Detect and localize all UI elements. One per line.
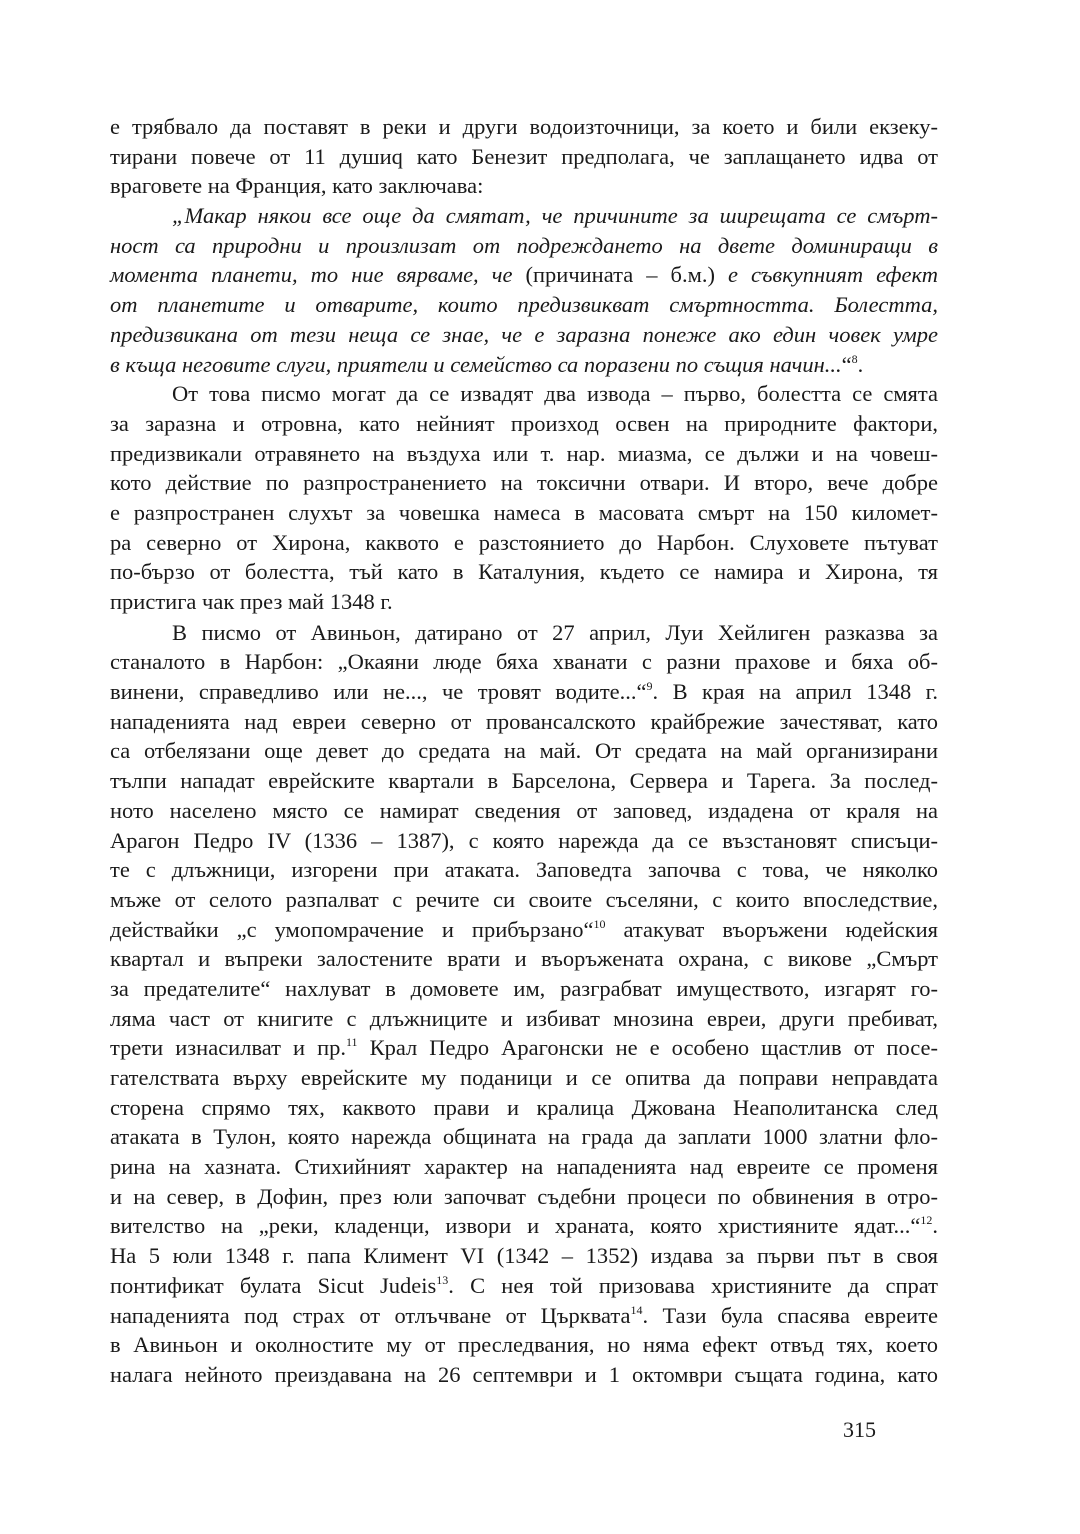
text-line [110,1152,938,1182]
text-segment: в Авиньон и околностите му от преследвания, но няма ефект отвъд тях, което [110,1332,938,1358]
text-segment: тирани повече от 11 душиq като Бенезит предполага, че заплащането идва от [110,143,938,169]
text-line [110,1271,938,1301]
text-line [110,647,938,677]
text-segment: нападенията над евреи северно от провансалското крайбрежие зачестяват, като [110,708,938,734]
text-line [110,1241,938,1271]
text-line [110,498,938,528]
text-segment: От това писмо могат да се извадят два извода – първо, болестта се смята [172,381,938,407]
text-line [110,231,938,261]
text-segment: атакуват въоръжени юдейския [605,916,938,942]
footnote-ref: 11 [346,1035,358,1050]
text-line [110,677,938,707]
text-segment: винени, справедливо или не..., че тровят водите...“ [110,679,647,705]
text-segment: В писмо от Авиньон, датирано от 27 април, Луи Хейлиген разказва за [172,619,938,645]
text-line [110,1033,938,1063]
text-line [110,201,938,231]
text-segment: понтификат булата Sicut Judeis [110,1272,437,1298]
text-line [110,557,938,587]
text-segment: . В края на април 1348 г. [652,679,938,705]
text-segment: станалото в Нарбон: „Окаяни люде бяха хванати с разни прахове и бяха об- [110,649,938,675]
text-line [110,439,938,469]
footnote-ref: 14 [630,1302,643,1317]
text-line [110,766,938,796]
text-line [110,1004,938,1034]
text-segment: гателствата върху еврейските му поданици и се опитва да поправи неправдата [110,1065,938,1090]
text-segment: и на север, в Дофин, през юли започват съдебни процеси по обвинения в отро- [110,1183,938,1209]
text-line [110,1182,938,1212]
text-line [110,736,938,766]
text-segment: за заразна и отровна, като нейният произход освен на природните фактори, [110,410,938,436]
text-segment: сторена спрямо тях, каквото прави и кралица Джована Неаполитанска след [110,1094,938,1120]
text-segment: от планетите и отварите, които предизвикват смъртността. Болестта, [110,292,938,318]
text-line [110,944,938,974]
text-line [110,260,938,290]
text-line [110,409,938,439]
text-line [110,796,938,826]
text-line [110,1063,938,1093]
text-segment: „Макар някои все още да смятат, че причините за ширещата се смърт- [172,203,938,229]
text-segment: предизвикана от тези неща се знае, че е заразна понеже ако един човек умре [110,321,938,347]
text-line [110,320,938,350]
footnote-ref: 10 [593,916,606,931]
text-segment: (причината – б.м.) [512,262,729,288]
text-line [110,1211,938,1241]
text-segment: ра северно от Хирона, каквото е разстоянието до Нарбон. Слуховете пътуват [110,529,938,555]
footnote-ref: 9 [646,679,653,694]
document-body [110,112,938,1390]
text-segment: вителство на „реки, кладенци, извори и храната, която християните ядат...“ [110,1213,921,1239]
text-segment: тълпи нападат еврейските квартали в Барселона, Сервера и Тарега. За послед- [110,768,938,794]
text-segment: ляма част от книгите с длъжниците и избиват мнозина евреи, други пребиват, [110,1005,938,1031]
text-line [110,618,938,648]
text-segment: Крал Педро Арагонски не е особено щастлив от посе- [357,1035,938,1061]
text-line [110,915,938,945]
text-segment: нападенията под страх от отлъчване от Църквата [110,1302,631,1328]
text-segment: “ [841,351,852,377]
text-line [110,112,938,142]
text-line [110,1122,938,1152]
text-line [110,587,938,617]
text-line [110,855,938,885]
text-segment: предизвикали отравянето на въздуха или т. нар. миазма, се дължи и на човеш- [110,440,938,466]
footnote-ref: 12 [920,1213,933,1228]
text-segment: . [857,351,864,377]
text-segment: трети изнасилват и пр. [110,1035,346,1061]
text-segment: по-бързо от болестта, тъй като в Каталуния, където се намира и Хирона, тя [110,559,938,585]
text-segment: . Тази була спасява евреите [642,1302,938,1328]
text-segment: квартал и въпреки залостените врати и въоръжената охрана, с викове „Смърт [110,946,938,972]
text-segment: На 5 юли 1348 г. папа Климент VI (1342 – 1352) издава за първи път в своя [110,1243,938,1269]
text-segment: са отбелязани още девет до средата на май. От средата на май организирани [110,738,938,764]
text-segment: ното населено място се намират сведения от заповед, издадена от краля на [110,797,938,823]
text-line [110,528,938,558]
text-line [110,974,938,1004]
text-line [110,1301,938,1331]
page-number: 315 [843,1417,876,1442]
text-line [110,171,938,201]
text-segment: е трябвало да поставят в реки и други водоизточници, за което и били екзеку- [110,114,938,139]
text-line [110,826,938,856]
text-segment: действайки „с умопомрачение и прибързано“ [110,916,594,942]
footnote-ref: 13 [436,1272,449,1287]
text-segment: момента планети, то ние вярваме, че [110,262,513,288]
text-segment: е съвкупният ефект [728,262,938,288]
text-segment: враговете на Франция, като заключава: [110,173,484,199]
text-line [110,468,938,498]
text-segment: пристига чак през май 1348 г. [110,589,393,614]
text-segment: те с длъжници, изгорени при атаката. Заповедта започва с това, че няколко [110,857,938,883]
text-line [110,290,938,320]
text-line [110,379,938,409]
text-segment: ност са природни и произлизат от подреждането на двете доминиращи в [110,232,938,258]
text-segment: кото действие по разпространението на токсични отвари. И второ, вече добре [110,470,938,496]
text-line [110,1360,938,1390]
text-line [110,1330,938,1360]
text-segment: налага нейното преиздавана на 26 септември и 1 октомври същата година, като [110,1361,938,1387]
text-segment: за предателите“ нахлуват в домовете им, разграбват имуществото, изгарят го- [110,975,938,1001]
text-segment: . С нея той призовава християните да спрат [448,1272,939,1298]
text-line [110,885,938,915]
text-line [110,1093,938,1123]
text-segment: рина на хазната. Стихийният характер на нападенията над евреите се променя [110,1154,938,1180]
text-segment: е разпространен слухът за човешка намеса в масовата смърт на 150 километ- [110,499,938,525]
text-segment: Арагон Педро IV (1336 – 1387), с която нарежда да се възстановят списъци- [110,827,938,853]
text-line [110,142,938,172]
text-segment: мъже от селото разпалват с речите си своите съселяни, с които впоследствие, [110,886,938,912]
text-segment: . [932,1213,938,1239]
footnote-ref: 8 [851,351,858,366]
text-line [110,350,938,380]
text-segment: атаката в Тулон, която нарежда общината на града да заплати 1000 златни фло- [110,1124,938,1150]
text-line [110,707,938,737]
text-segment: в къща неговите слуги, приятели и семейство са поразени по същия начин... [110,351,842,377]
